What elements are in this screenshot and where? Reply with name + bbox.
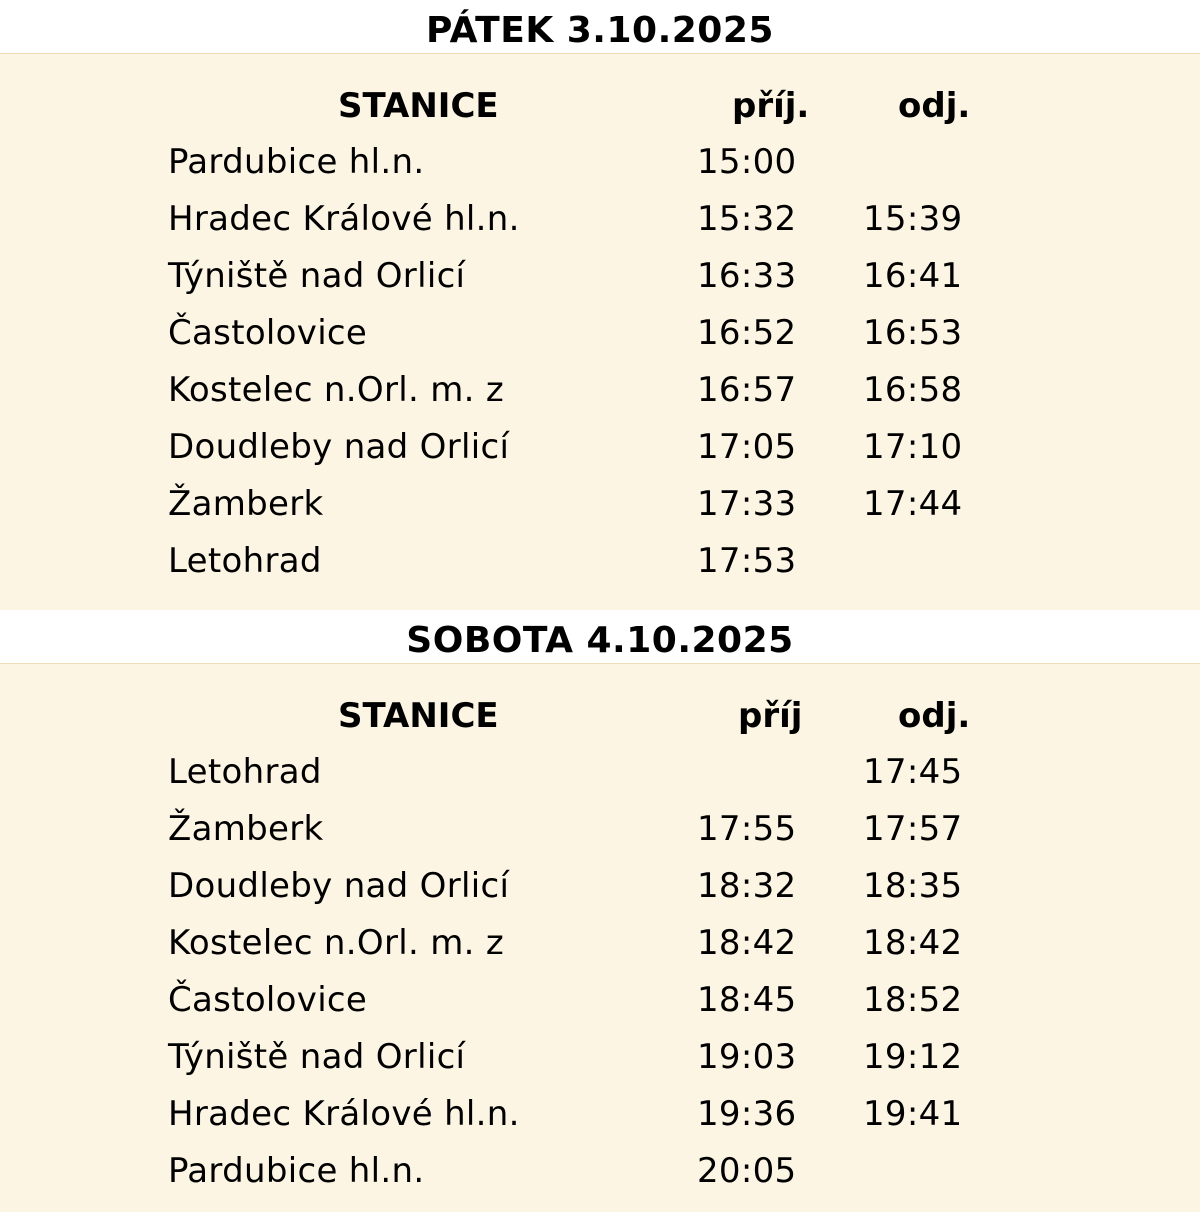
station-name: Častolovice [168,980,368,1020]
station-name: Žamberk [168,809,324,849]
arrival-time: 19:36 [697,1094,797,1134]
day-title-band [0,610,1200,664]
departure-time: 16:41 [863,256,963,296]
station-name: Hradec Králové hl.n. [168,1094,520,1134]
arrival-time: 19:03 [697,1037,797,1077]
station-name: Kostelec n.Orl. m. z [168,370,504,410]
arrival-time: 17:05 [697,427,797,467]
arrival-time: 15:32 [697,199,797,239]
day-title: PÁTEK 3.10.2025 [426,10,774,51]
day-title-band [0,0,1200,54]
station-name: Letohrad [168,541,322,581]
table-row [0,419,1200,476]
departure-time: 18:42 [863,923,963,963]
station-name: Týniště nad Orlicí [168,1037,466,1077]
table-row [0,972,1200,1029]
arrival-time: 16:52 [697,313,797,353]
table-row [0,134,1200,191]
timetable-header-row [0,688,1200,744]
departure-time: 16:53 [863,313,963,353]
station-name: Kostelec n.Orl. m. z [168,923,504,963]
timetable [0,78,1200,590]
departure-time: 18:35 [863,866,963,906]
header-arrival: příj [738,696,803,736]
departure-time: 17:57 [863,809,963,849]
station-name: Hradec Králové hl.n. [168,199,520,239]
arrival-time: 20:05 [697,1151,797,1191]
arrival-time: 17:55 [697,809,797,849]
station-name: Častolovice [168,313,368,353]
table-row [0,248,1200,305]
station-name: Pardubice hl.n. [168,1151,425,1191]
header-arrival: příj. [732,86,810,126]
table-row [0,476,1200,533]
day-title: SOBOTA 4.10.2025 [406,620,794,661]
timetable-header-row [0,78,1200,134]
arrival-time: 17:33 [697,484,797,524]
departure-time: 15:39 [863,199,963,239]
table-row [0,744,1200,801]
table-row [0,533,1200,590]
table-row [0,1143,1200,1200]
table-row [0,305,1200,362]
departure-time: 16:58 [863,370,963,410]
header-station: STANICE [338,86,499,126]
departure-time: 17:10 [863,427,963,467]
departure-time: 19:41 [863,1094,963,1134]
arrival-time: 15:00 [697,142,797,182]
table-row [0,915,1200,972]
departure-time: 19:12 [863,1037,963,1077]
station-name: Pardubice hl.n. [168,142,425,182]
table-row [0,1086,1200,1143]
header-departure: odj. [898,86,971,126]
table-row [0,191,1200,248]
table-row [0,1029,1200,1086]
arrival-time: 17:53 [697,541,797,581]
day-section-saturday [0,610,1200,1200]
day-section-friday [0,0,1200,590]
arrival-time: 16:33 [697,256,797,296]
station-name: Letohrad [168,752,322,792]
station-name: Žamberk [168,484,324,524]
table-row [0,362,1200,419]
arrival-time: 16:57 [697,370,797,410]
station-name: Doudleby nad Orlicí [168,866,510,906]
timetable [0,688,1200,1200]
station-name: Týniště nad Orlicí [168,256,466,296]
departure-time: 17:44 [863,484,963,524]
arrival-time: 18:32 [697,866,797,906]
table-row [0,858,1200,915]
arrival-time: 18:42 [697,923,797,963]
header-departure: odj. [898,696,971,736]
station-name: Doudleby nad Orlicí [168,427,510,467]
departure-time: 18:52 [863,980,963,1020]
header-station: STANICE [338,696,499,736]
arrival-time: 18:45 [697,980,797,1020]
table-row [0,801,1200,858]
departure-time: 17:45 [863,752,963,792]
